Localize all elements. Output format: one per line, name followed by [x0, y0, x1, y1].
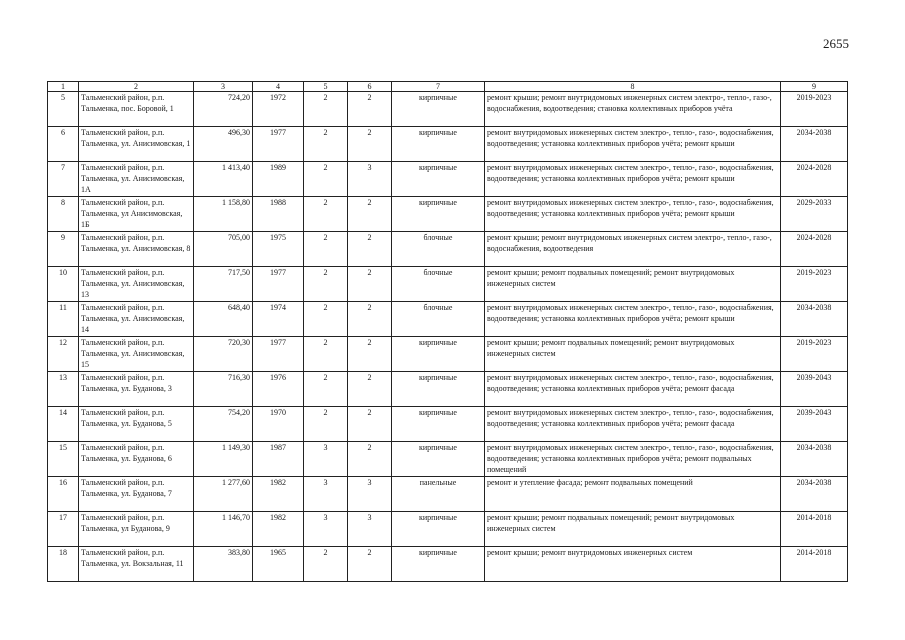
row-number-cell: 7 — [48, 162, 79, 197]
entrances-cell: 2 — [348, 547, 392, 582]
area-cell: 1 146,70 — [194, 512, 253, 547]
table-row — [48, 512, 848, 547]
row-number-cell: 15 — [48, 442, 79, 477]
area-cell: 1 277,60 — [194, 477, 253, 512]
year-cell: 1977 — [253, 267, 304, 302]
repair-works-cell: ремонт крыши; ремонт внутридомовых инженерных систем электро-, тепло-, газо-, водоснабжения, водоотведения — [485, 232, 781, 267]
repair-works-cell: ремонт внутридомовых инженерных систем электро-, тепло-, газо-, водоснабжения, водоотведения; установка коллективных приборов учёта; ремонт крыши — [485, 302, 781, 337]
table-row — [48, 372, 848, 407]
wall-material-cell: кирпичные — [392, 337, 485, 372]
table-row — [48, 267, 848, 302]
row-number-cell: 13 — [48, 372, 79, 407]
row-number-cell: 12 — [48, 337, 79, 372]
repair-works-cell: ремонт внутридомовых инженерных систем электро-, тепло-, газо-, водоснабжения, водоотведения; установка коллективных приборов учёта; ремонт фасада — [485, 372, 781, 407]
year-cell: 1988 — [253, 197, 304, 232]
floors-cell: 2 — [304, 302, 348, 337]
year-cell: 1976 — [253, 372, 304, 407]
address-cell: Тальменский район, р.п. Тальменка, ул. Анисимовская, 15 — [79, 337, 194, 372]
year-cell: 1975 — [253, 232, 304, 267]
area-cell: 724,20 — [194, 92, 253, 127]
area-cell: 720,30 — [194, 337, 253, 372]
repair-works-cell: ремонт внутридомовых инженерных систем электро-, тепло-, газо-, водоснабжения, водоотведения; установка коллективных приборов учёта; ремонт фасада — [485, 407, 781, 442]
address-cell: Тальменский район, р.п. Тальменка, ул. Буданова, 3 — [79, 372, 194, 407]
area-cell: 1 158,80 — [194, 197, 253, 232]
repair-works-cell: ремонт внутридомовых инженерных систем электро-, тепло-, газо-, водоснабжения, водоотведения; установка коллективных приборов учёта; ремонт подвальных помещений — [485, 442, 781, 477]
wall-material-cell: кирпичные — [392, 372, 485, 407]
wall-material-cell: блочные — [392, 302, 485, 337]
floors-cell: 2 — [304, 127, 348, 162]
year-cell: 1982 — [253, 512, 304, 547]
row-number-cell: 14 — [48, 407, 79, 442]
year-cell: 1989 — [253, 162, 304, 197]
entrances-cell: 2 — [348, 127, 392, 162]
address-cell: Тальменский район, р.п. Тальменка, ул. Анисимовская, 8 — [79, 232, 194, 267]
wall-material-cell: кирпичные — [392, 92, 485, 127]
wall-material-cell: кирпичные — [392, 547, 485, 582]
repair-period-cell: 2039-2043 — [781, 407, 848, 442]
year-cell: 1982 — [253, 477, 304, 512]
table-row — [48, 127, 848, 162]
table-row — [48, 407, 848, 442]
floors-cell: 2 — [304, 267, 348, 302]
area-cell: 1 413,40 — [194, 162, 253, 197]
repair-period-cell: 2034-2038 — [781, 477, 848, 512]
column-number-row — [48, 82, 848, 92]
column-number-cell: 1 — [48, 82, 79, 92]
entrances-cell: 2 — [348, 232, 392, 267]
floors-cell: 2 — [304, 547, 348, 582]
entrances-cell: 2 — [348, 407, 392, 442]
column-number-cell: 8 — [485, 82, 781, 92]
repair-works-cell: ремонт внутридомовых инженерных систем электро-, тепло-, газо-, водоснабжения, водоотведения; установка коллективных приборов учёта; ремонт крыши — [485, 162, 781, 197]
column-number-cell: 2 — [79, 82, 194, 92]
row-number-cell: 5 — [48, 92, 79, 127]
table-row — [48, 197, 848, 232]
floors-cell: 2 — [304, 162, 348, 197]
repair-period-cell: 2019-2023 — [781, 337, 848, 372]
entrances-cell: 2 — [348, 442, 392, 477]
row-number-cell: 11 — [48, 302, 79, 337]
wall-material-cell: кирпичные — [392, 407, 485, 442]
entrances-cell: 3 — [348, 477, 392, 512]
year-cell: 1974 — [253, 302, 304, 337]
area-cell: 648,40 — [194, 302, 253, 337]
year-cell: 1977 — [253, 127, 304, 162]
table-row — [48, 442, 848, 477]
repair-period-cell: 2034-2038 — [781, 302, 848, 337]
column-number-cell: 7 — [392, 82, 485, 92]
repair-works-cell: ремонт крыши; ремонт подвальных помещений; ремонт внутридомовых инженерных систем — [485, 267, 781, 302]
year-cell: 1972 — [253, 92, 304, 127]
floors-cell: 2 — [304, 407, 348, 442]
row-number-cell: 18 — [48, 547, 79, 582]
row-number-cell: 16 — [48, 477, 79, 512]
repair-works-cell: ремонт крыши; ремонт подвальных помещений; ремонт внутридомовых инженерных систем — [485, 512, 781, 547]
entrances-cell: 2 — [348, 92, 392, 127]
floors-cell: 2 — [304, 372, 348, 407]
repair-works-cell: ремонт внутридомовых инженерных систем электро-, тепло-, газо-, водоснабжения, водоотведения; установка коллективных приборов учёта; ремонт крыши — [485, 197, 781, 232]
repair-period-cell: 2014-2018 — [781, 512, 848, 547]
address-cell: Тальменский район, р.п. Тальменка, ул. Анисимовская, 1А — [79, 162, 194, 197]
repair-period-cell: 2034-2038 — [781, 442, 848, 477]
repair-works-cell: ремонт крыши; ремонт внутридомовых инженерных систем электро-, тепло-, газо-, водоснабжения, водоотведения; становка коллективных приборов учёта — [485, 92, 781, 127]
repair-works-cell: ремонт и утепление фасада; ремонт подвальных помещений — [485, 477, 781, 512]
area-cell: 716,30 — [194, 372, 253, 407]
wall-material-cell: блочные — [392, 232, 485, 267]
table-row — [48, 477, 848, 512]
address-cell: Тальменский район, р.п. Тальменка, ул. Буданова, 7 — [79, 477, 194, 512]
wall-material-cell: панельные — [392, 477, 485, 512]
address-cell: Тальменский район, р.п. Тальменка, ул. Вокзальная, 11 — [79, 547, 194, 582]
floors-cell: 3 — [304, 442, 348, 477]
column-number-cell: 4 — [253, 82, 304, 92]
floors-cell: 3 — [304, 477, 348, 512]
floors-cell: 2 — [304, 197, 348, 232]
repair-period-cell: 2039-2043 — [781, 372, 848, 407]
table-row — [48, 302, 848, 337]
wall-material-cell: кирпичные — [392, 197, 485, 232]
area-cell: 383,80 — [194, 547, 253, 582]
area-cell: 717,50 — [194, 267, 253, 302]
column-number-cell: 9 — [781, 82, 848, 92]
row-number-cell: 9 — [48, 232, 79, 267]
area-cell: 496,30 — [194, 127, 253, 162]
row-number-cell: 6 — [48, 127, 79, 162]
area-cell: 705,00 — [194, 232, 253, 267]
floors-cell: 3 — [304, 512, 348, 547]
page-number: 2655 — [823, 36, 849, 51]
table-row — [48, 162, 848, 197]
table-row — [48, 92, 848, 127]
floors-cell: 2 — [304, 92, 348, 127]
address-cell: Тальменский район, р.п. Тальменка, ул. Буданова, 6 — [79, 442, 194, 477]
entrances-cell: 2 — [348, 302, 392, 337]
column-number-cell: 6 — [348, 82, 392, 92]
repair-works-cell: ремонт крыши; ремонт подвальных помещений; ремонт внутридомовых инженерных систем — [485, 337, 781, 372]
repair-period-cell: 2019-2023 — [781, 92, 848, 127]
wall-material-cell: кирпичные — [392, 127, 485, 162]
address-cell: Тальменский район, р.п. Тальменка, ул. Анисимовская, 1 — [79, 127, 194, 162]
row-number-cell: 10 — [48, 267, 79, 302]
repair-works-cell: ремонт внутридомовых инженерных систем электро-, тепло-, газо-, водоснабжения, водоотведения; установка коллективных приборов учёта; ремонт крыши — [485, 127, 781, 162]
year-cell: 1977 — [253, 337, 304, 372]
wall-material-cell: кирпичные — [392, 162, 485, 197]
floors-cell: 2 — [304, 232, 348, 267]
address-cell: Тальменский район, р.п. Тальменка, ул Буданова, 9 — [79, 512, 194, 547]
wall-material-cell: кирпичные — [392, 442, 485, 477]
wall-material-cell: кирпичные — [392, 512, 485, 547]
repair-period-cell: 2034-2038 — [781, 127, 848, 162]
year-cell: 1987 — [253, 442, 304, 477]
address-cell: Тальменский район, р.п. Тальменка, ул Анисимовская, 1Б — [79, 197, 194, 232]
repair-period-cell: 2029-2033 — [781, 197, 848, 232]
repair-period-cell: 2019-2023 — [781, 267, 848, 302]
floors-cell: 2 — [304, 337, 348, 372]
repair-period-cell: 2014-2018 — [781, 547, 848, 582]
year-cell: 1965 — [253, 547, 304, 582]
row-number-cell: 8 — [48, 197, 79, 232]
year-cell: 1970 — [253, 407, 304, 442]
row-number-cell: 17 — [48, 512, 79, 547]
repair-works-cell: ремонт крыши; ремонт внутридомовых инженерных систем — [485, 547, 781, 582]
address-cell: Тальменский район, р.п. Тальменка, ул. Анисимовская, 14 — [79, 302, 194, 337]
repair-period-cell: 2024-2028 — [781, 162, 848, 197]
wall-material-cell: блочные — [392, 267, 485, 302]
address-cell: Тальменский район, р.п. Тальменка, ул. Анисимовская, 13 — [79, 267, 194, 302]
entrances-cell: 3 — [348, 162, 392, 197]
housing-table — [47, 81, 848, 582]
table-row — [48, 547, 848, 582]
area-cell: 1 149,30 — [194, 442, 253, 477]
column-number-cell: 3 — [194, 82, 253, 92]
column-number-cell: 5 — [304, 82, 348, 92]
entrances-cell: 3 — [348, 512, 392, 547]
repair-period-cell: 2024-2028 — [781, 232, 848, 267]
table-row — [48, 232, 848, 267]
area-cell: 754,20 — [194, 407, 253, 442]
address-cell: Тальменский район, р.п. Тальменка, пос. Боровой, 1 — [79, 92, 194, 127]
entrances-cell: 2 — [348, 267, 392, 302]
entrances-cell: 2 — [348, 197, 392, 232]
table-row — [48, 337, 848, 372]
address-cell: Тальменский район, р.п. Тальменка, ул. Буданова, 5 — [79, 407, 194, 442]
entrances-cell: 2 — [348, 337, 392, 372]
entrances-cell: 2 — [348, 372, 392, 407]
